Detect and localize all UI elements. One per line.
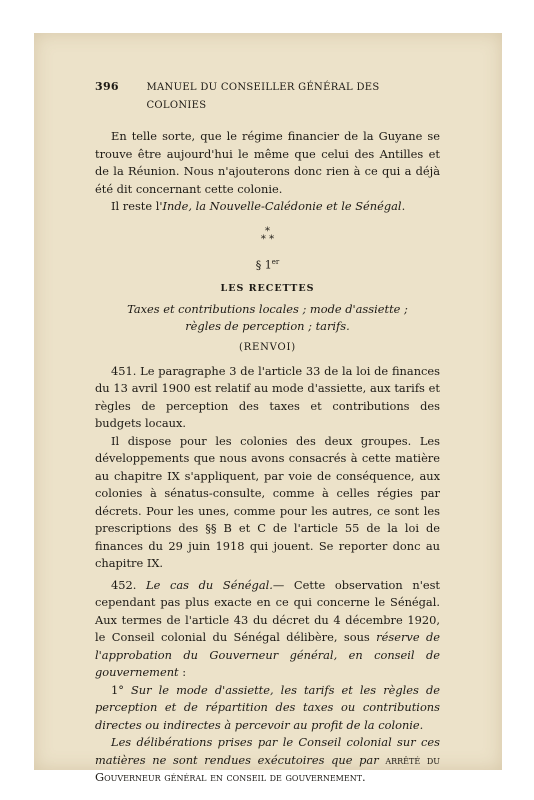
list-item-text: Sur le mode d'assiette, les tarifs et les règles de perception et de répartition des taxes ou contributions directes ou indirectes à percevoir au profit de la colonie. xyxy=(95,682,440,732)
book-page xyxy=(95,78,440,787)
asterism-bottom: * * xyxy=(260,233,275,245)
section-ordinal: er xyxy=(271,257,280,266)
paragraph-451-continued: Il dispose pour les colonies des deux groupes. Les développements que nous avons consacrés à cette matière au chapitre IX s'appliquent, par voie de conséquence, aux colonies à sénatus-consulte, comme à celles régies par décrets. Pour les unes, comme pour les autres, ce sont les prescriptions des §§ B et C de l'article 55 de la loi de finances du 29 juin 1918 qui jouent. Se reporter donc au chapitre IX. xyxy=(95,433,440,571)
paragraph-451: 451. Le paragraphe 3 de l'article 33 de la loi de finances du 13 avril 1900 est relatif au mode d'assiette, aux tarifs et règles de perception des taxes et contributions des budgets locaux. xyxy=(95,363,440,431)
section-subtitle-line-2: règles de perception ; tarifs. xyxy=(185,319,350,334)
final-italic-text: Les délibérations prises par le Conseil colonial sur ces matières ne sont rendues exécutoires que par xyxy=(95,735,440,767)
section-mark xyxy=(95,254,440,274)
paragraph-452-title: Le cas du Sénégal. xyxy=(146,577,273,592)
final-paragraph xyxy=(95,734,440,787)
list-item-1 xyxy=(95,682,440,735)
final-period: . xyxy=(362,770,366,785)
paragraph-452-colon: : xyxy=(178,665,187,680)
section-subtitle xyxy=(95,301,440,335)
list-item-number: 1° xyxy=(111,682,131,697)
page-header xyxy=(95,78,440,114)
section-subtitle-line-1: Taxes et contributions locales ; mode d'assiette ; xyxy=(127,302,408,317)
asterism xyxy=(95,225,440,245)
page-number: 396 xyxy=(95,80,119,93)
section-title: LES RECETTES xyxy=(220,282,315,294)
paragraph-452 xyxy=(95,577,440,682)
reserve-clause: réserve de l'approbation du Gouverneur général, en conseil de gouvernement xyxy=(95,630,441,680)
colonies-list: Inde, la Nouvelle-Calédonie et le Sénégal xyxy=(162,199,402,213)
renvoi-note: (RENVOI) xyxy=(239,342,296,354)
intro-period: . xyxy=(401,199,406,213)
final-smallcaps-text: arrêté du Gouverneur général en conseil de gouvernement xyxy=(95,752,440,785)
paragraph-452-text: — Cette observation n'est cependant pas plus exacte en ce qui concerne le Sénégal. Aux termes de l'article 43 du décret du 4 décembre 1920, le Conseil colonial du Sénégal délibère, sous xyxy=(95,577,441,645)
running-title: MANUEL DU CONSEILLER GÉNÉRAL DES COLONIES xyxy=(146,82,380,111)
intro-text: Il reste l' xyxy=(111,199,163,213)
intro-remaining-colonies xyxy=(95,198,440,216)
paragraph-number: 452. xyxy=(111,577,147,592)
asterism-top: * xyxy=(265,225,270,237)
section-number: § 1 xyxy=(255,258,272,272)
intro-paragraph: En telle sorte, que le régime financier de la Guyane se trouve être aujourd'hui le même que celui des Antilles et de la Réunion. Nous n'ajouterons donc rien à ce qui a déjà été dit concernant cette colonie. xyxy=(95,129,440,196)
